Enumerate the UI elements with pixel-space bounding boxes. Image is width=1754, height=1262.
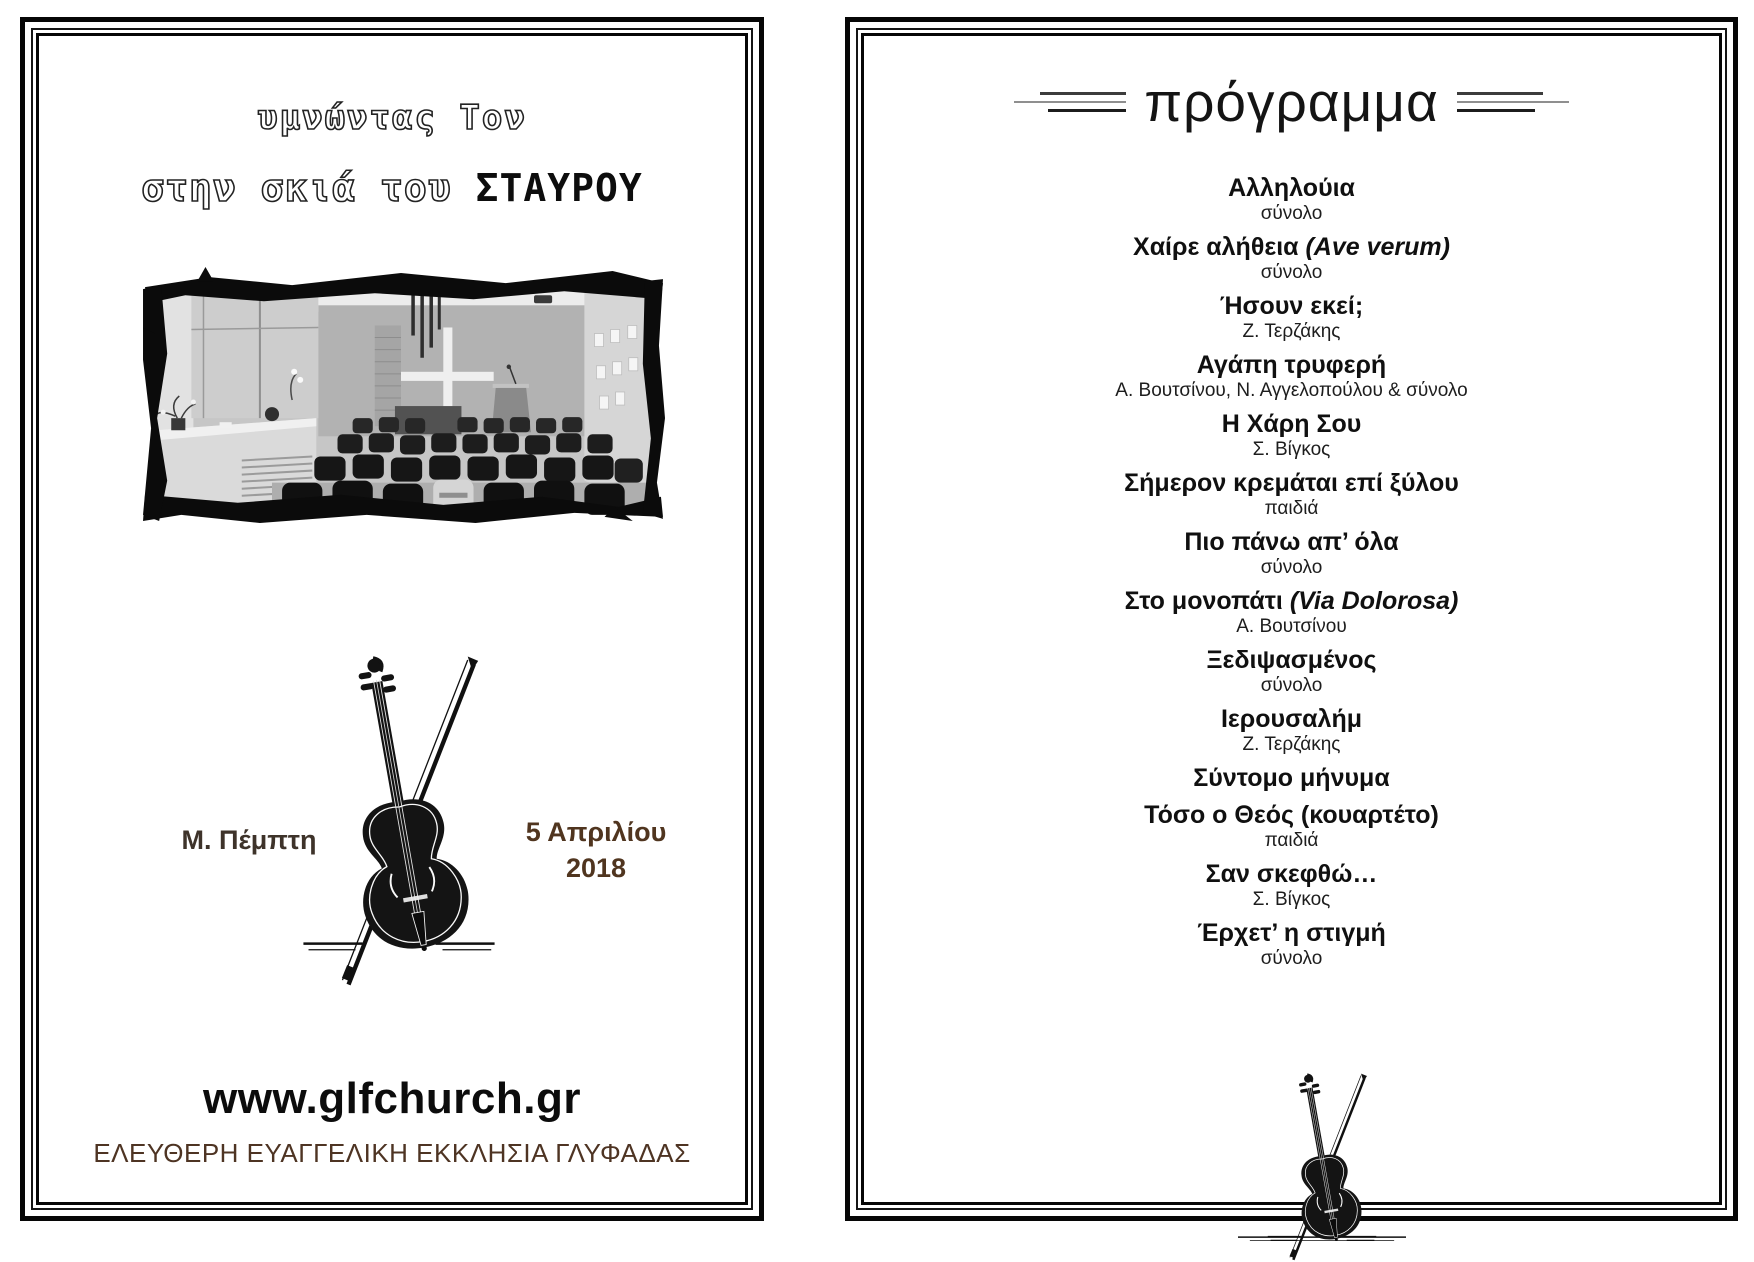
song-title: [850, 174, 1733, 203]
main-title-line2: [25, 166, 759, 210]
song-title-text: Αλληλούια: [1228, 174, 1355, 202]
song-performer: σύνολο: [1260, 948, 1323, 969]
song-performer: σύνολο: [1260, 262, 1323, 283]
song-item: [850, 705, 1733, 756]
song-title: [850, 646, 1733, 675]
song-performer: σύνολο: [1260, 203, 1323, 224]
song-item: [850, 587, 1733, 638]
song-item: [850, 410, 1733, 461]
main-title-line2-prefix: στην σκιά του: [141, 166, 476, 210]
song-item: [850, 351, 1733, 402]
song-performer: παιδιά: [1264, 830, 1319, 851]
song-item: [850, 469, 1733, 520]
song-item: [850, 801, 1733, 852]
song-title-italic: (Ave verum): [1305, 233, 1450, 261]
program-page: [845, 17, 1738, 1221]
song-performer: παιδιά: [1264, 498, 1319, 519]
song-title: [850, 233, 1733, 262]
song-title: [850, 919, 1733, 948]
song-performer: Σ. Βίγκος: [1252, 889, 1331, 910]
song-title: [850, 764, 1733, 793]
violin-illustration: [283, 640, 515, 988]
song-item: [850, 233, 1733, 284]
event-date-line1: 5 Απριλίου: [525, 817, 667, 847]
song-performer: Ζ. Τερζάκης: [1242, 734, 1341, 755]
website-url: www.glfchurch.gr: [203, 1074, 581, 1123]
song-title-text: Αγάπη τρυφερή: [1196, 351, 1387, 379]
song-title-text: Ιερουσαλήμ: [1220, 705, 1363, 733]
song-title-text: Έρχετ’ η στιγμή: [1197, 919, 1386, 947]
song-item: [850, 646, 1733, 697]
triple-line-decoration-right: [1457, 92, 1569, 112]
song-title: [850, 469, 1733, 498]
church-photo: [141, 266, 665, 528]
program-header: [850, 70, 1733, 134]
song-title-text: Σύντομο μήνυμα: [1193, 764, 1390, 792]
violin-icon: [1238, 1064, 1406, 1206]
song-performer: σύνολο: [1260, 675, 1323, 696]
program-title: πρόγραμμα: [1144, 71, 1439, 133]
song-item: [850, 860, 1733, 911]
song-title-text: Χαίρε αλήθεια: [1133, 233, 1306, 261]
song-title-text: Σήμερον κρεμάται επί ξύλου: [1124, 469, 1459, 497]
song-title: [850, 705, 1733, 734]
song-performer: Σ. Βίγκος: [1252, 439, 1331, 460]
song-title-text: Σαν σκεφθώ…: [1205, 860, 1378, 888]
song-performer: Ζ. Τερζάκης: [1242, 321, 1341, 342]
song-title-text: Ήσουν εκεί;: [1219, 292, 1364, 320]
song-title-italic: (Via Dolorosa): [1289, 587, 1459, 615]
main-title-line1: υμνώντας Τον: [257, 98, 527, 138]
song-title-text: Πιο πάνω απ’ όλα: [1184, 528, 1399, 556]
song-performer: σύνολο: [1260, 557, 1323, 578]
church-name: ΕΛΕΥΘΕΡΗ ΕΥΑΓΓΕΛΙΚΗ ΕΚΚΛΗΣΙΑ ΓΛΥΦΑΔΑΣ: [93, 1138, 691, 1168]
song-title: [850, 587, 1733, 616]
main-title-line2-emphasis: ΣΤΑΥΡΟΥ: [475, 166, 643, 210]
song-title: [850, 528, 1733, 557]
event-date: [493, 814, 699, 886]
song-title: [850, 860, 1733, 889]
song-item: [850, 764, 1733, 793]
program-list: [850, 174, 1733, 978]
song-title: [850, 801, 1733, 830]
song-performer: Α. Βουτσίνου: [1236, 616, 1347, 637]
song-item: [850, 528, 1733, 579]
song-title-text: Ξεδιψασμένος: [1206, 646, 1377, 674]
song-performer: Α. Βουτσίνου, Ν. Αγγελοπούλου & σύνολο: [1115, 380, 1468, 401]
song-title: [850, 351, 1733, 380]
song-item: [850, 292, 1733, 343]
song-title: [850, 292, 1733, 321]
cover-page: [20, 17, 764, 1221]
song-item: [850, 919, 1733, 970]
event-day: Μ. Πέμπτη: [181, 825, 317, 855]
song-title: [850, 410, 1733, 439]
triple-line-decoration-left: [1014, 92, 1126, 112]
song-title-text: Στο μονοπάτι: [1124, 587, 1290, 615]
song-item: [850, 174, 1733, 225]
song-title-text: Τόσο ο Θεός (κουαρτέτο): [1144, 801, 1439, 829]
song-title-text: Η Χάρη Σου: [1221, 410, 1362, 438]
event-date-line2: 2018: [565, 853, 627, 883]
